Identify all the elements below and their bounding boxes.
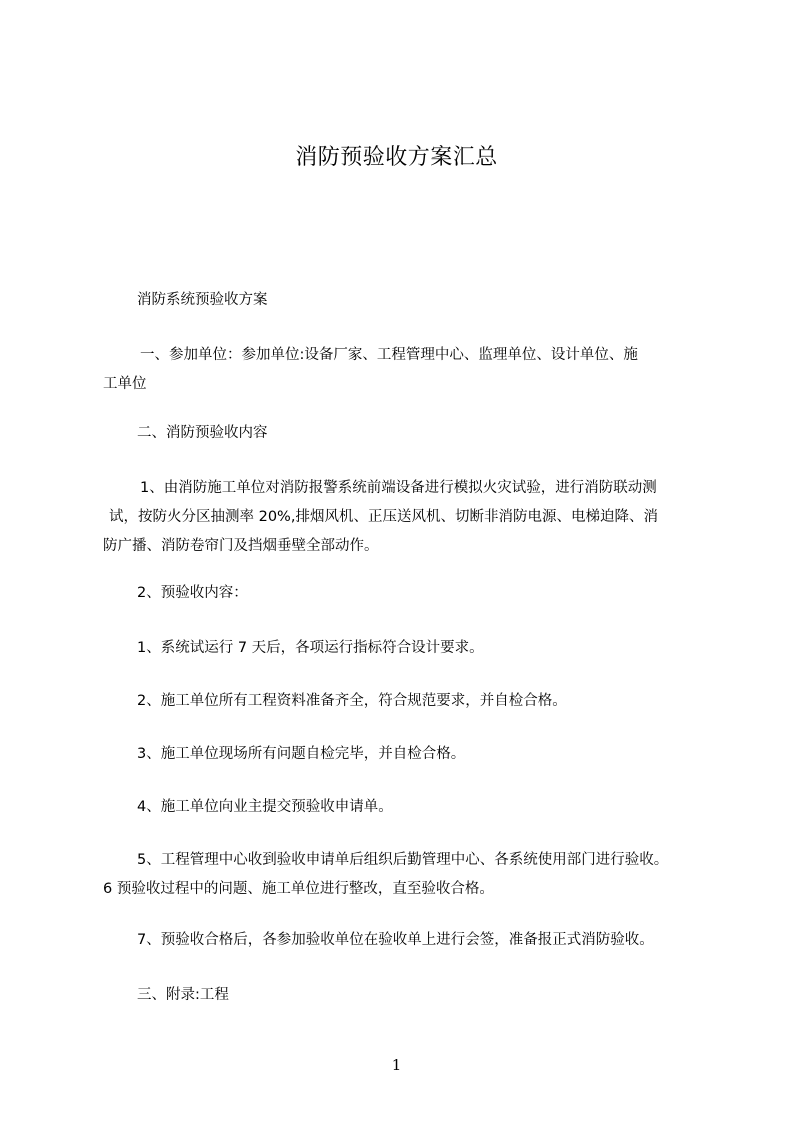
section-participants bbox=[103, 341, 693, 399]
item-1-line-2: 试，按防火分区抽测率 20%,排烟风机、正压送风机、切断非消防电源、电梯迫降、消 bbox=[109, 509, 658, 525]
subtitle: 消防系统预验收方案 bbox=[137, 292, 268, 308]
list-item-2: 2、施工单位所有工程资料准备齐全，符合规范要求，并自检合格。 bbox=[137, 693, 567, 709]
list-item-6-line: 6 预验收过程中的问题、施工单位进行整改，直至验收合格。 bbox=[103, 881, 494, 897]
section-heading-appendix: 三、附录:工程 bbox=[137, 987, 229, 1003]
item-2-heading: 2、预验收内容： bbox=[137, 585, 248, 601]
section-heading-content: 二、消防预验收内容 bbox=[137, 425, 268, 441]
list-item-4: 4、施工单位向业主提交预验收申请单。 bbox=[137, 799, 393, 815]
section-participants-line-1: 一、参加单位：参加单位:设备厂家、工程管理中心、监理单位、设计单位、施 bbox=[140, 347, 638, 363]
list-item-5 bbox=[103, 846, 723, 904]
item-1-paragraph bbox=[103, 474, 693, 561]
list-item-1: 1、系统试运行 7 天后，各项运行指标符合设计要求。 bbox=[137, 640, 484, 656]
item-1-line-1: 1、由消防施工单位对消防报警系统前端设备进行模拟火灾试验，进行消防联动测 bbox=[140, 480, 657, 496]
document-title: 消防预验收方案汇总 bbox=[295, 145, 498, 170]
item-1-line-3: 防广播、消防卷帘门及挡烟垂壁全部动作。 bbox=[103, 538, 379, 554]
list-item-3: 3、施工单位现场所有问题自检完毕，并自检合格。 bbox=[137, 746, 466, 762]
list-item-5-line-1: 5、工程管理中心收到验收申请单后组织后勤管理中心、各系统使用部门进行验收。 bbox=[137, 852, 669, 868]
page-number: 1 bbox=[391, 1056, 402, 1074]
section-participants-line-2: 工单位 bbox=[103, 376, 147, 392]
list-item-7: 7、预验收合格后，各参加验收单位在验收单上进行会签，准备报正式消防验收。 bbox=[137, 932, 654, 948]
